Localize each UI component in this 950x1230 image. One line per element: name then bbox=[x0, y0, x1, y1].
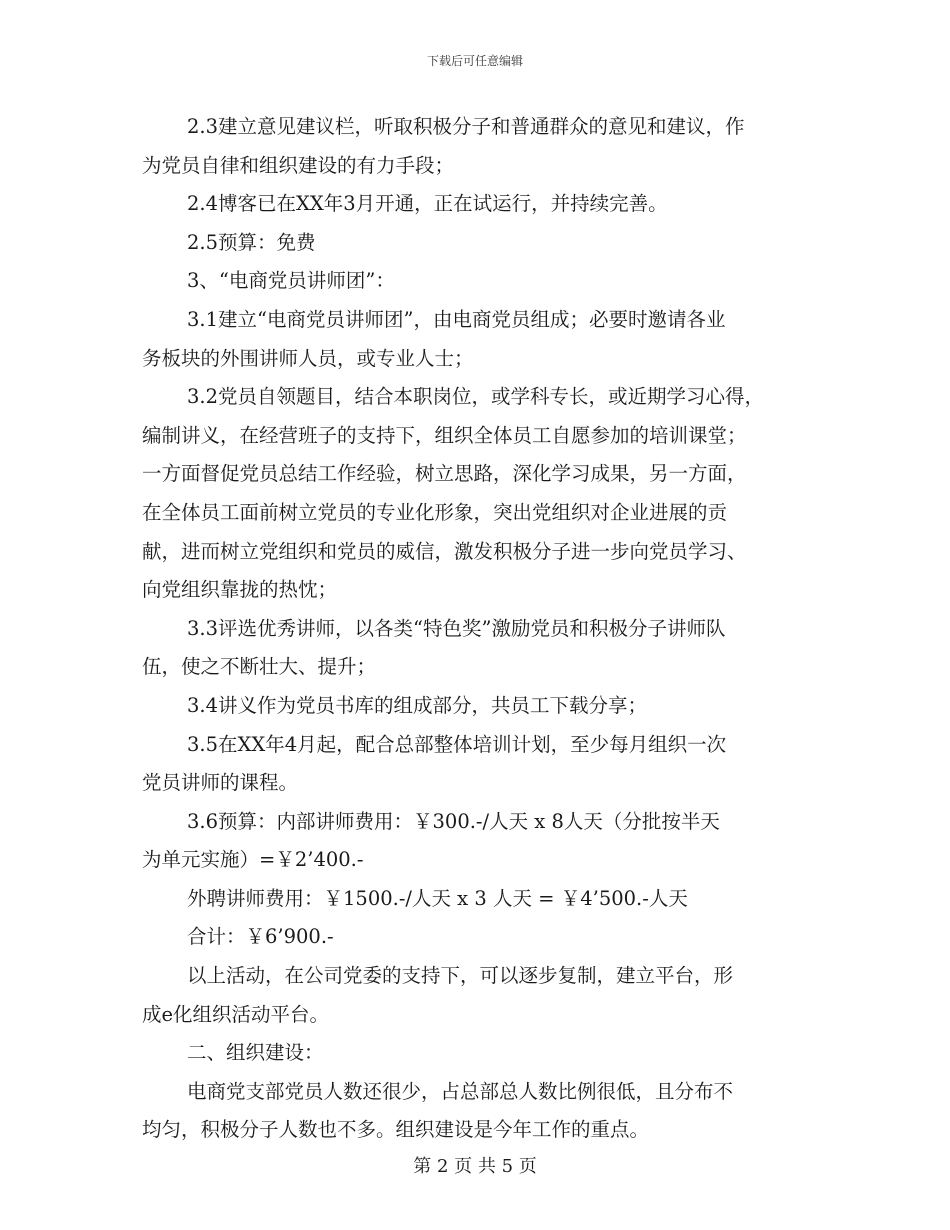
page-number-footer: 第 2 页 共 5 页 bbox=[413, 1156, 537, 1177]
paragraph-line: 3.1建立“电商党员讲师团”，由电商党员组成；必要时邀请各业 bbox=[187, 307, 726, 331]
paragraph-line: 成e化组织活动平台。 bbox=[142, 1002, 330, 1026]
paragraph-line: 3.2党员自领题目，结合本职岗位，或学科专长，或近期学习心得， bbox=[187, 385, 765, 409]
paragraph-line: 3.3评选优秀讲师，以各类“特色奖”激励党员和积极分子讲师队 bbox=[187, 616, 726, 640]
paragraph-line: 外聘讲师费用：￥1500.-/人天 x 3 人天 = ￥4’500.-人天 bbox=[187, 886, 688, 910]
paragraph-line: 务板块的外围讲师人员，或专业人士； bbox=[142, 346, 474, 370]
paragraph-line: 合计：￥6’900.- bbox=[187, 925, 334, 949]
paragraph-line: 3.6预算：内部讲师费用：￥300.-/人天 x 8人天（分批按半天 bbox=[187, 809, 720, 833]
paragraph-line: 2.3建立意见建议栏，听取积极分子和普通群众的意见和建议，作 bbox=[187, 115, 745, 138]
paragraph-line: 伍，使之不断壮大、提升； bbox=[142, 655, 377, 679]
section-heading: 3、“电商党员讲师团”： bbox=[187, 269, 395, 293]
paragraph-line: 献，进而树立党组织和党员的威信，激发积极分子进一步向党员学习、 bbox=[142, 539, 747, 563]
document-body bbox=[142, 108, 832, 1150]
paragraph-line: 3.5在XX年4月起，配合总部整体培训计划，至少每月组织一次 bbox=[187, 732, 727, 756]
paragraph-line: 均匀，积极分子人数也不多。组织建设是今年工作的重点。 bbox=[142, 1118, 650, 1142]
paragraph-line: 3.4讲义作为党员书库的组成部分，共员工下载分享； bbox=[187, 693, 648, 717]
paragraph-line: 在全体员工面前树立党员的专业化形象，突出党组织对企业进展的贡 bbox=[142, 500, 728, 524]
paragraph-line: 电商党支部党员人数还很少，占总部总人数比例很低，且分布不 bbox=[187, 1079, 734, 1103]
paragraph-line: 为党员自律和组织建设的有力手段； bbox=[142, 153, 455, 177]
page-header: 下载后可任意编辑 bbox=[426, 54, 523, 68]
paragraph-line: 2.5预算：免费 bbox=[187, 230, 316, 254]
paragraph-line: 编制讲义，在经营班子的支持下，组织全体员工自愿参加的培训课堂； bbox=[142, 423, 747, 447]
paragraph-line: 2.4博客已在XX年3月开通，正在试运行，并持续完善。 bbox=[187, 192, 668, 216]
paragraph-line: 为单元实施）=￥2’400.- bbox=[142, 848, 364, 872]
paragraph-line: 向党组织靠拢的热忱； bbox=[142, 578, 338, 602]
paragraph-line: 党员讲师的课程。 bbox=[142, 771, 299, 795]
section-heading: 二、组织建设： bbox=[187, 1041, 324, 1065]
paragraph-line: 以上活动，在公司党委的支持下，可以逐步复制，建立平台，形 bbox=[187, 964, 734, 988]
paragraph-line: 一方面督促党员总结工作经验，树立思路，深化学习成果，另一方面， bbox=[142, 462, 747, 486]
